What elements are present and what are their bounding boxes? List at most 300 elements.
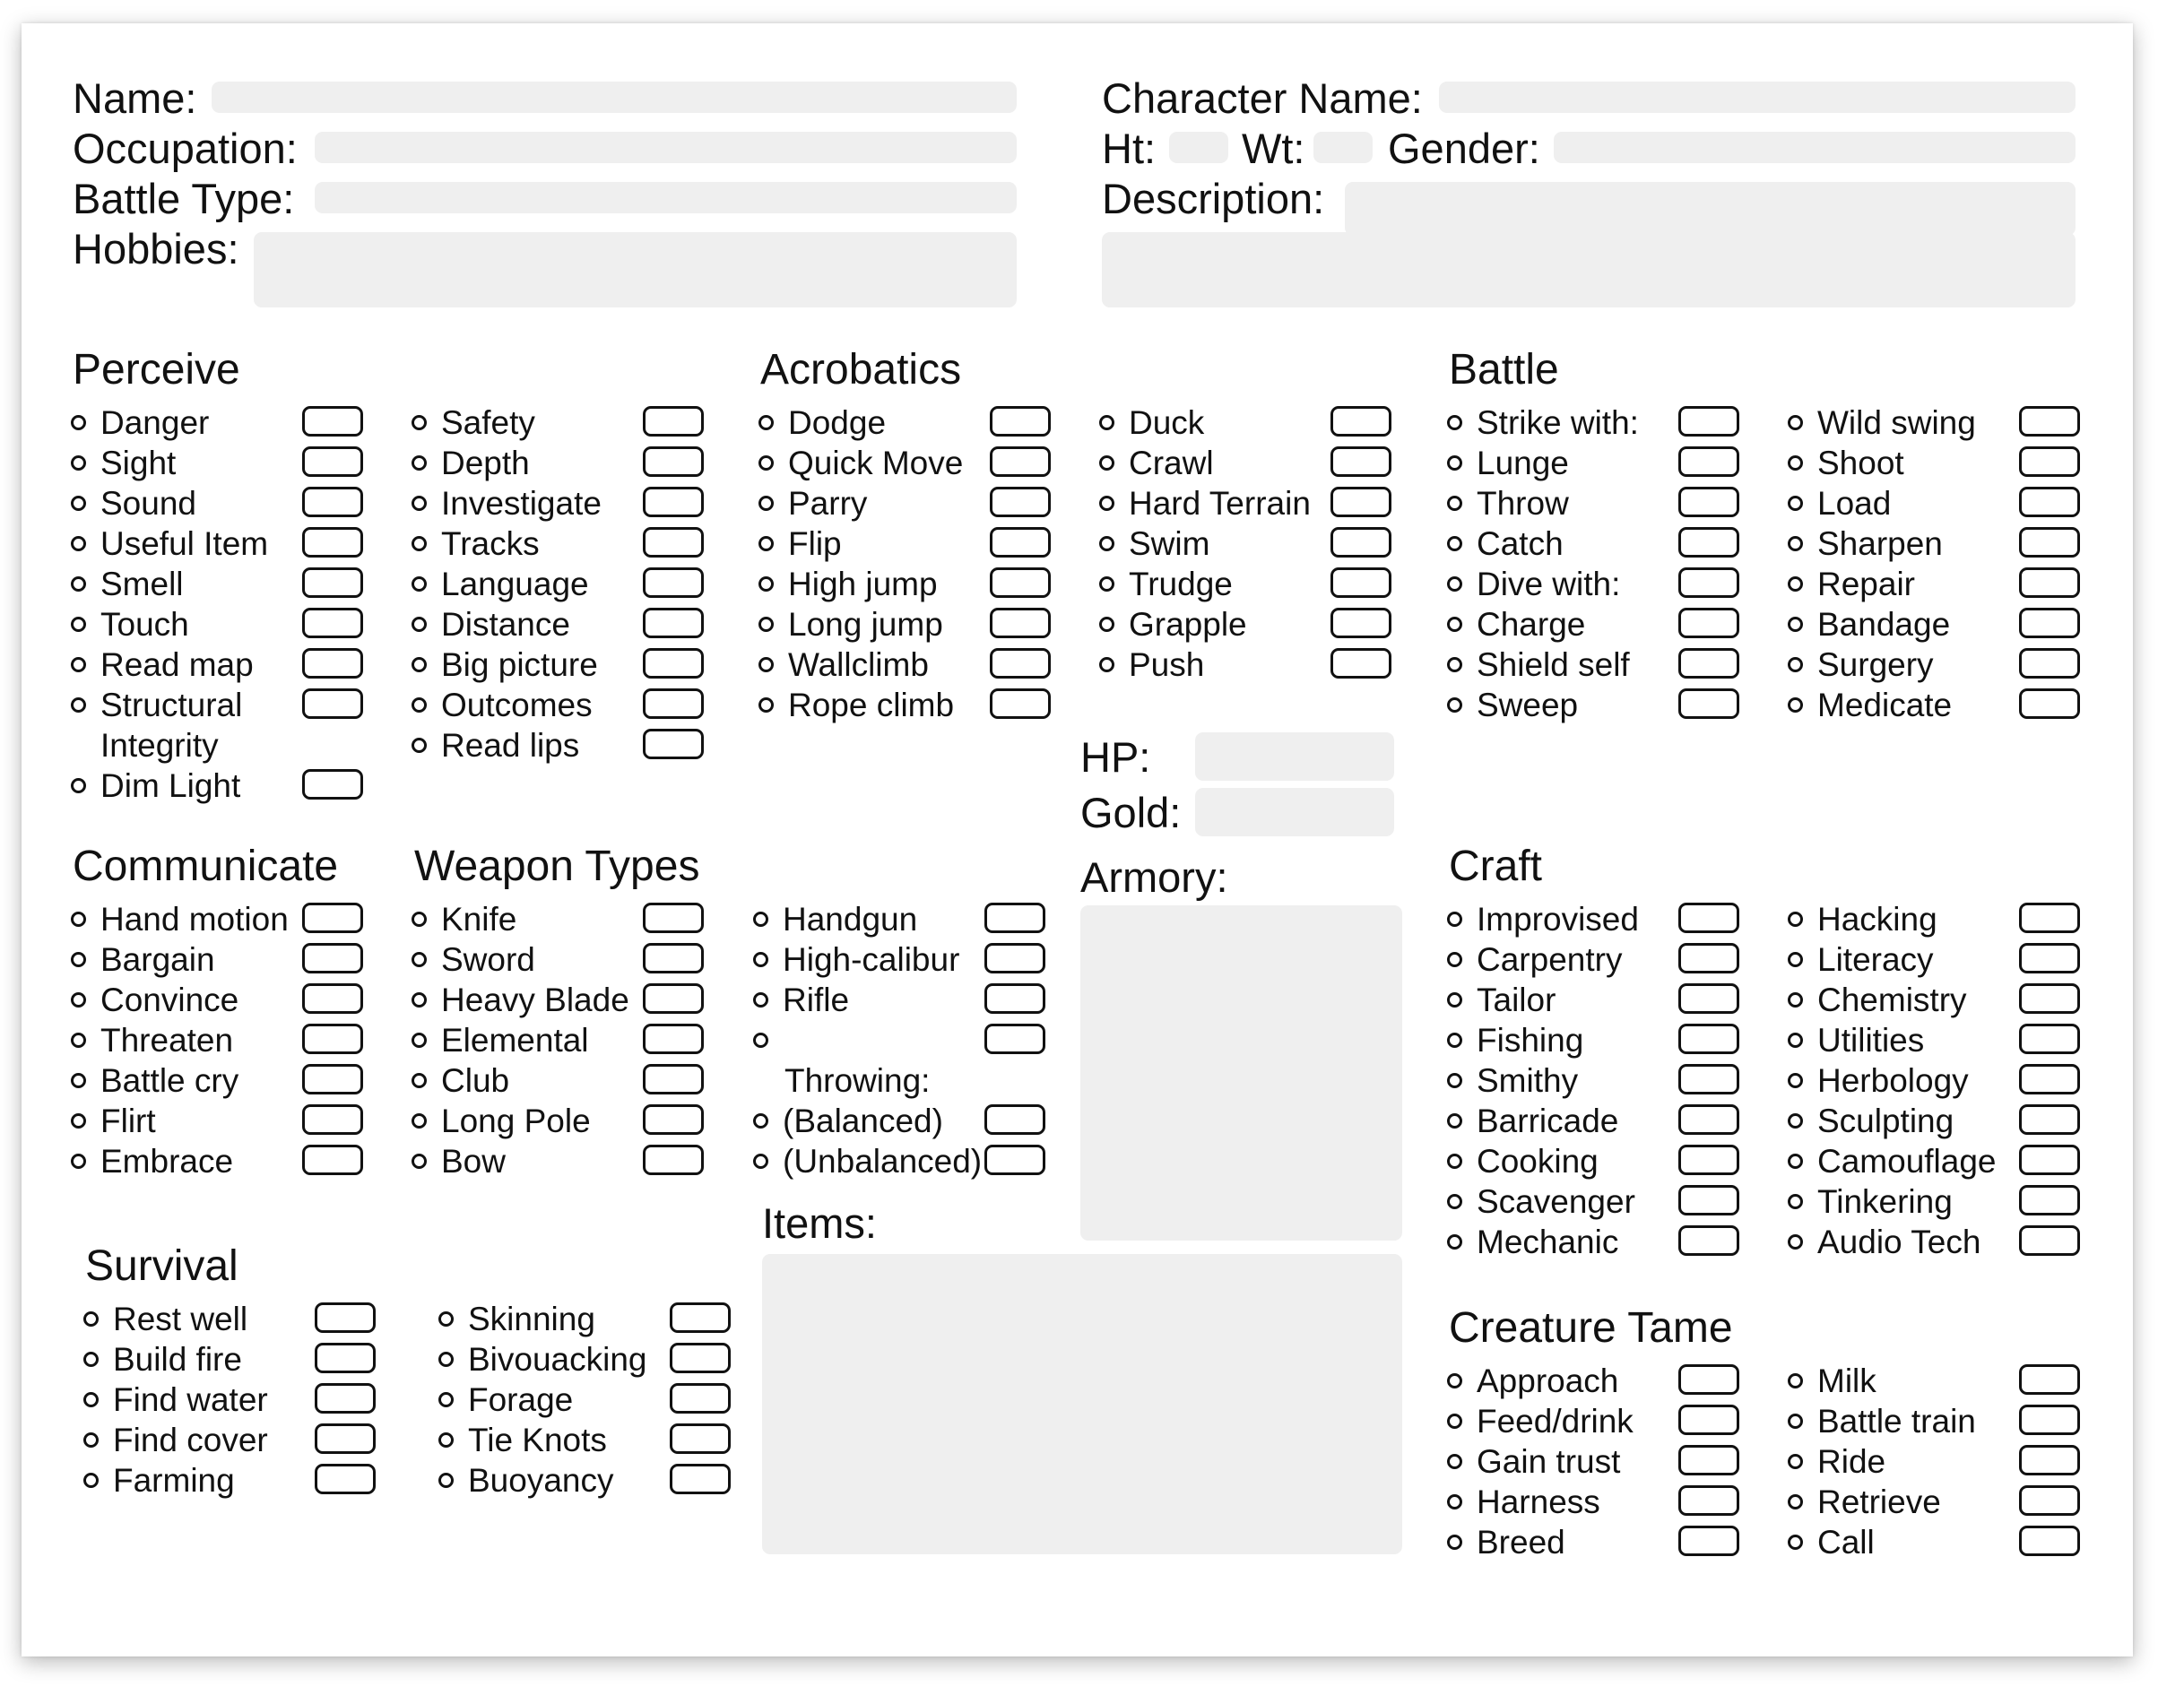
skill-row[interactable]	[1447, 484, 1743, 523]
radio-circle[interactable]	[71, 697, 86, 713]
skill-row[interactable]	[1447, 900, 1743, 939]
skill-row[interactable]	[1788, 1523, 2084, 1562]
radio-circle[interactable]	[1447, 1073, 1462, 1088]
skill-row[interactable]	[412, 726, 707, 766]
skill-score-box[interactable]	[984, 983, 1045, 1014]
radio-circle[interactable]	[753, 1033, 768, 1048]
skill-row[interactable]	[758, 403, 1054, 443]
skill-score-box[interactable]	[2019, 1024, 2080, 1054]
radio-circle[interactable]	[71, 617, 86, 632]
radio-circle[interactable]	[758, 415, 774, 430]
radio-circle[interactable]	[758, 496, 774, 511]
radio-circle[interactable]	[1099, 455, 1114, 471]
skill-score-box[interactable]	[1330, 567, 1391, 598]
skill-row[interactable]	[1099, 645, 1395, 685]
radio-circle[interactable]	[438, 1392, 454, 1407]
skill-score-box[interactable]	[2019, 903, 2080, 933]
radio-circle[interactable]	[1447, 697, 1462, 713]
radio-circle[interactable]	[1788, 1033, 1803, 1048]
skill-row[interactable]	[1788, 1182, 2084, 1222]
skill-score-box[interactable]	[1678, 1185, 1739, 1215]
skill-row[interactable]	[1788, 1021, 2084, 1060]
skill-row[interactable]	[758, 484, 1054, 523]
skill-score-box[interactable]	[2019, 1405, 2080, 1435]
skill-row[interactable]	[758, 645, 1054, 685]
radio-circle[interactable]	[1447, 415, 1462, 430]
skill-row[interactable]	[1788, 403, 2084, 443]
skill-row[interactable]	[412, 403, 707, 443]
skill-row[interactable]	[1788, 1142, 2084, 1181]
skill-score-box[interactable]	[990, 608, 1051, 638]
radio-circle[interactable]	[438, 1473, 454, 1488]
skill-score-box[interactable]	[643, 983, 704, 1014]
skill-row[interactable]	[83, 1421, 379, 1460]
skill-row[interactable]	[412, 981, 707, 1020]
skill-row[interactable]	[1447, 444, 1743, 483]
skill-row[interactable]	[438, 1340, 734, 1380]
skill-row[interactable]	[83, 1340, 379, 1380]
radio-circle[interactable]	[71, 1113, 86, 1129]
character-name-field[interactable]	[1439, 82, 2076, 113]
radio-circle[interactable]	[412, 617, 427, 632]
battle-type-field[interactable]	[315, 182, 1017, 213]
skill-score-box[interactable]	[302, 769, 363, 800]
radio-circle[interactable]	[1099, 496, 1114, 511]
skill-score-box[interactable]	[2019, 1185, 2080, 1215]
skill-score-box[interactable]	[302, 903, 363, 933]
radio-circle[interactable]	[1447, 1113, 1462, 1129]
skill-score-box[interactable]	[643, 527, 704, 558]
skill-row[interactable]	[438, 1421, 734, 1460]
gender-field[interactable]	[1554, 132, 2076, 163]
radio-circle[interactable]	[1447, 912, 1462, 927]
skill-score-box[interactable]	[643, 943, 704, 973]
items-field[interactable]	[762, 1254, 1402, 1554]
skill-row[interactable]	[753, 1142, 1049, 1181]
radio-circle[interactable]	[1447, 496, 1462, 511]
radio-circle[interactable]	[1447, 1033, 1462, 1048]
skill-score-box[interactable]	[643, 608, 704, 638]
skill-score-box[interactable]	[2019, 527, 2080, 558]
skill-row[interactable]	[1788, 981, 2084, 1020]
skill-score-box[interactable]	[1678, 406, 1739, 437]
radio-circle[interactable]	[412, 1113, 427, 1129]
skill-score-box[interactable]	[2019, 688, 2080, 719]
skill-row[interactable]	[1447, 1523, 1743, 1562]
radio-circle[interactable]	[412, 912, 427, 927]
radio-circle[interactable]	[71, 1073, 86, 1088]
radio-circle[interactable]	[71, 536, 86, 551]
radio-circle[interactable]	[412, 1154, 427, 1169]
skill-row[interactable]	[758, 565, 1054, 604]
radio-circle[interactable]	[412, 992, 427, 1008]
skill-score-box[interactable]	[643, 903, 704, 933]
skill-row[interactable]	[412, 484, 707, 523]
skill-score-box[interactable]	[990, 567, 1051, 598]
skill-score-box[interactable]	[643, 1064, 704, 1094]
armory-field[interactable]	[1080, 905, 1402, 1241]
radio-circle[interactable]	[753, 912, 768, 927]
skill-row[interactable]	[1788, 940, 2084, 980]
radio-circle[interactable]	[758, 657, 774, 672]
skill-row[interactable]	[1788, 686, 2084, 725]
skill-row[interactable]	[71, 981, 367, 1020]
radio-circle[interactable]	[1447, 1154, 1462, 1169]
skill-row[interactable]	[1788, 484, 2084, 523]
skill-row[interactable]	[83, 1380, 379, 1420]
radio-circle[interactable]	[1447, 1373, 1462, 1388]
skill-row[interactable]	[1447, 605, 1743, 644]
skill-score-box[interactable]	[643, 648, 704, 679]
radio-circle[interactable]	[1099, 617, 1114, 632]
radio-circle[interactable]	[1447, 1194, 1462, 1209]
skill-score-box[interactable]	[302, 983, 363, 1014]
radio-circle[interactable]	[758, 617, 774, 632]
skill-row[interactable]	[1447, 1483, 1743, 1522]
skill-row[interactable]	[1788, 1483, 2084, 1522]
skill-score-box[interactable]	[315, 1464, 376, 1494]
skill-score-box[interactable]	[2019, 1485, 2080, 1516]
skill-row[interactable]	[1447, 686, 1743, 725]
skill-row[interactable]	[1447, 524, 1743, 564]
skill-score-box[interactable]	[2019, 487, 2080, 517]
radio-circle[interactable]	[412, 697, 427, 713]
skill-row[interactable]	[1447, 1182, 1743, 1222]
radio-circle[interactable]	[1788, 992, 1803, 1008]
radio-circle[interactable]	[1788, 1414, 1803, 1429]
skill-row[interactable]	[1788, 645, 2084, 685]
radio-circle[interactable]	[1099, 415, 1114, 430]
skill-row[interactable]	[412, 444, 707, 483]
skill-row[interactable]	[412, 1061, 707, 1101]
skill-row[interactable]	[71, 900, 367, 939]
radio-circle[interactable]	[71, 415, 86, 430]
skill-score-box[interactable]	[1678, 1364, 1739, 1395]
skill-score-box[interactable]	[643, 688, 704, 719]
skill-score-box[interactable]	[302, 1064, 363, 1094]
skill-score-box[interactable]	[984, 943, 1045, 973]
skill-score-box[interactable]	[1678, 1405, 1739, 1435]
skill-score-box[interactable]	[670, 1343, 731, 1373]
skill-score-box[interactable]	[670, 1464, 731, 1494]
radio-circle[interactable]	[71, 576, 86, 592]
radio-circle[interactable]	[438, 1432, 454, 1448]
radio-circle[interactable]	[1447, 1494, 1462, 1509]
radio-circle[interactable]	[71, 1154, 86, 1169]
skill-score-box[interactable]	[984, 1104, 1045, 1135]
skill-row[interactable]	[1447, 1102, 1743, 1141]
radio-circle[interactable]	[1788, 1373, 1803, 1388]
skill-row[interactable]	[1447, 1021, 1743, 1060]
radio-circle[interactable]	[71, 778, 86, 793]
radio-circle[interactable]	[412, 496, 427, 511]
skill-score-box[interactable]	[984, 1024, 1045, 1054]
skill-row[interactable]	[758, 686, 1054, 725]
skill-score-box[interactable]	[643, 1104, 704, 1135]
skill-score-box[interactable]	[2019, 983, 2080, 1014]
skill-row[interactable]	[1099, 565, 1395, 604]
radio-circle[interactable]	[1447, 992, 1462, 1008]
skill-row[interactable]	[1788, 605, 2084, 644]
skill-score-box[interactable]	[302, 567, 363, 598]
skill-row[interactable]	[1447, 403, 1743, 443]
radio-circle[interactable]	[1788, 1494, 1803, 1509]
skill-row[interactable]	[1788, 444, 2084, 483]
skill-score-box[interactable]	[2019, 1064, 2080, 1094]
radio-circle[interactable]	[758, 536, 774, 551]
radio-circle[interactable]	[438, 1352, 454, 1367]
skill-score-box[interactable]	[643, 1145, 704, 1175]
skill-row[interactable]	[71, 484, 367, 523]
radio-circle[interactable]	[1447, 617, 1462, 632]
skill-score-box[interactable]	[1678, 943, 1739, 973]
radio-circle[interactable]	[1788, 1535, 1803, 1550]
radio-circle[interactable]	[1447, 455, 1462, 471]
wt-field[interactable]	[1313, 132, 1373, 163]
skill-score-box[interactable]	[1678, 527, 1739, 558]
skill-score-box[interactable]	[643, 729, 704, 759]
skill-score-box[interactable]	[984, 1145, 1045, 1175]
skill-row[interactable]	[1788, 1102, 2084, 1141]
radio-circle[interactable]	[1788, 1073, 1803, 1088]
skill-row[interactable]	[1788, 524, 2084, 564]
skill-score-box[interactable]	[2019, 608, 2080, 638]
radio-circle[interactable]	[1447, 952, 1462, 967]
radio-circle[interactable]	[753, 952, 768, 967]
radio-circle[interactable]	[1447, 1234, 1462, 1250]
radio-circle[interactable]	[1788, 496, 1803, 511]
skill-row[interactable]	[1447, 1142, 1743, 1181]
skill-score-box[interactable]	[1678, 1485, 1739, 1516]
skill-row[interactable]	[1099, 444, 1395, 483]
radio-circle[interactable]	[438, 1311, 454, 1327]
skill-row[interactable]	[1099, 524, 1395, 564]
radio-circle[interactable]	[1099, 576, 1114, 592]
skill-row[interactable]	[758, 524, 1054, 564]
radio-circle[interactable]	[1099, 536, 1114, 551]
gold-field[interactable]	[1195, 788, 1394, 836]
radio-circle[interactable]	[71, 912, 86, 927]
skill-score-box[interactable]	[315, 1343, 376, 1373]
skill-row[interactable]	[412, 940, 707, 980]
skill-row[interactable]	[438, 1461, 734, 1501]
skill-row[interactable]	[71, 565, 367, 604]
skill-row[interactable]	[1447, 1223, 1743, 1262]
skill-row[interactable]	[71, 1021, 367, 1060]
skill-score-box[interactable]	[302, 1104, 363, 1135]
skill-row[interactable]	[1447, 1061, 1743, 1101]
radio-circle[interactable]	[412, 952, 427, 967]
skill-score-box[interactable]	[302, 487, 363, 517]
radio-circle[interactable]	[1788, 1154, 1803, 1169]
skill-row[interactable]	[412, 1102, 707, 1141]
skill-row[interactable]	[412, 686, 707, 725]
skill-row[interactable]	[1788, 565, 2084, 604]
radio-circle[interactable]	[753, 1113, 768, 1129]
description-field[interactable]	[1102, 232, 2076, 307]
radio-circle[interactable]	[71, 657, 86, 672]
radio-circle[interactable]	[412, 738, 427, 753]
radio-circle[interactable]	[1447, 1454, 1462, 1469]
skill-row[interactable]	[83, 1461, 379, 1501]
skill-score-box[interactable]	[1330, 446, 1391, 477]
skill-score-box[interactable]	[1678, 608, 1739, 638]
skill-row[interactable]	[1447, 1402, 1743, 1441]
skill-score-box[interactable]	[1678, 1024, 1739, 1054]
radio-circle[interactable]	[71, 992, 86, 1008]
skill-row[interactable]	[1099, 484, 1395, 523]
radio-circle[interactable]	[1788, 1113, 1803, 1129]
skill-score-box[interactable]	[643, 487, 704, 517]
radio-circle[interactable]	[758, 697, 774, 713]
radio-circle[interactable]	[412, 576, 427, 592]
radio-circle[interactable]	[1788, 455, 1803, 471]
skill-row[interactable]	[1099, 605, 1395, 644]
skill-row[interactable]	[71, 1061, 367, 1101]
skill-score-box[interactable]	[302, 688, 363, 719]
skill-score-box[interactable]	[2019, 446, 2080, 477]
radio-circle[interactable]	[1447, 536, 1462, 551]
radio-circle[interactable]	[1788, 536, 1803, 551]
skill-score-box[interactable]	[990, 487, 1051, 517]
radio-circle[interactable]	[1788, 952, 1803, 967]
skill-score-box[interactable]	[302, 648, 363, 679]
skill-score-box[interactable]	[643, 446, 704, 477]
radio-circle[interactable]	[758, 576, 774, 592]
skill-row[interactable]	[71, 524, 367, 564]
radio-circle[interactable]	[1788, 1234, 1803, 1250]
skill-row[interactable]	[1788, 1442, 2084, 1482]
skill-score-box[interactable]	[1678, 1104, 1739, 1135]
skill-row[interactable]	[71, 940, 367, 980]
radio-circle[interactable]	[412, 455, 427, 471]
radio-circle[interactable]	[1788, 415, 1803, 430]
skill-row[interactable]	[753, 981, 1049, 1020]
skill-score-box[interactable]	[1330, 487, 1391, 517]
skill-score-box[interactable]	[2019, 1145, 2080, 1175]
radio-circle[interactable]	[1788, 657, 1803, 672]
skill-score-box[interactable]	[2019, 1104, 2080, 1135]
radio-circle[interactable]	[83, 1473, 99, 1488]
radio-circle[interactable]	[1447, 1414, 1462, 1429]
skill-row[interactable]	[1788, 1061, 2084, 1101]
name-field[interactable]	[212, 82, 1017, 113]
skill-row[interactable]	[758, 605, 1054, 644]
skill-row[interactable]	[1788, 1402, 2084, 1441]
skill-row[interactable]	[1447, 1442, 1743, 1482]
skill-score-box[interactable]	[670, 1302, 731, 1333]
skill-row[interactable]	[1447, 981, 1743, 1020]
radio-circle[interactable]	[1788, 912, 1803, 927]
skill-score-box[interactable]	[1678, 567, 1739, 598]
skill-score-box[interactable]	[2019, 1445, 2080, 1475]
skill-score-box[interactable]	[1678, 487, 1739, 517]
skill-row[interactable]	[412, 565, 707, 604]
radio-circle[interactable]	[1788, 697, 1803, 713]
radio-circle[interactable]	[83, 1352, 99, 1367]
skill-score-box[interactable]	[1678, 688, 1739, 719]
skill-score-box[interactable]	[670, 1383, 731, 1414]
skill-row[interactable]	[438, 1300, 734, 1339]
skill-row[interactable]	[1788, 1223, 2084, 1262]
skill-score-box[interactable]	[2019, 648, 2080, 679]
radio-circle[interactable]	[71, 1033, 86, 1048]
skill-score-box[interactable]	[1678, 1064, 1739, 1094]
skill-score-box[interactable]	[2019, 1364, 2080, 1395]
skill-row[interactable]	[753, 940, 1049, 980]
skill-score-box[interactable]	[2019, 406, 2080, 437]
skill-row[interactable]	[412, 605, 707, 644]
skill-score-box[interactable]	[1330, 527, 1391, 558]
skill-row[interactable]	[71, 766, 367, 806]
radio-circle[interactable]	[1788, 1454, 1803, 1469]
skill-score-box[interactable]	[302, 446, 363, 477]
skill-row[interactable]	[71, 686, 367, 725]
skill-row[interactable]	[71, 605, 367, 644]
radio-circle[interactable]	[71, 952, 86, 967]
radio-circle[interactable]	[1447, 576, 1462, 592]
radio-circle[interactable]	[71, 496, 86, 511]
radio-circle[interactable]	[412, 536, 427, 551]
occupation-field[interactable]	[315, 132, 1017, 163]
skill-score-box[interactable]	[302, 608, 363, 638]
skill-score-box[interactable]	[1678, 903, 1739, 933]
skill-row[interactable]	[71, 1142, 367, 1181]
hp-field[interactable]	[1195, 732, 1394, 781]
skill-row[interactable]	[1447, 940, 1743, 980]
radio-circle[interactable]	[412, 657, 427, 672]
skill-score-box[interactable]	[1330, 648, 1391, 679]
skill-row[interactable]	[412, 900, 707, 939]
skill-row[interactable]	[412, 645, 707, 685]
skill-score-box[interactable]	[643, 406, 704, 437]
skill-score-box[interactable]	[2019, 1526, 2080, 1556]
radio-circle[interactable]	[83, 1432, 99, 1448]
radio-circle[interactable]	[412, 415, 427, 430]
skill-row[interactable]	[71, 645, 367, 685]
skill-score-box[interactable]	[302, 527, 363, 558]
skill-score-box[interactable]	[302, 1024, 363, 1054]
radio-circle[interactable]	[1788, 617, 1803, 632]
radio-circle[interactable]	[1788, 576, 1803, 592]
skill-row[interactable]	[71, 403, 367, 443]
skill-row[interactable]	[753, 900, 1049, 939]
skill-score-box[interactable]	[643, 1024, 704, 1054]
skill-score-box[interactable]	[1678, 1526, 1739, 1556]
skill-score-box[interactable]	[315, 1383, 376, 1414]
skill-score-box[interactable]	[990, 527, 1051, 558]
skill-score-box[interactable]	[1678, 1225, 1739, 1256]
skill-row[interactable]	[438, 1380, 734, 1420]
radio-circle[interactable]	[753, 992, 768, 1008]
skill-score-box[interactable]	[302, 1145, 363, 1175]
skill-score-box[interactable]	[990, 688, 1051, 719]
ht-field[interactable]	[1169, 132, 1228, 163]
skill-score-box[interactable]	[1678, 983, 1739, 1014]
skill-score-box[interactable]	[990, 648, 1051, 679]
radio-circle[interactable]	[83, 1311, 99, 1327]
skill-score-box[interactable]	[984, 903, 1045, 933]
skill-score-box[interactable]	[670, 1423, 731, 1454]
radio-circle[interactable]	[758, 455, 774, 471]
skill-score-box[interactable]	[302, 406, 363, 437]
skill-row[interactable]	[1447, 565, 1743, 604]
skill-score-box[interactable]	[315, 1423, 376, 1454]
skill-row[interactable]	[1788, 900, 2084, 939]
radio-circle[interactable]	[1447, 1535, 1462, 1550]
skill-row[interactable]	[71, 444, 367, 483]
skill-score-box[interactable]	[315, 1302, 376, 1333]
